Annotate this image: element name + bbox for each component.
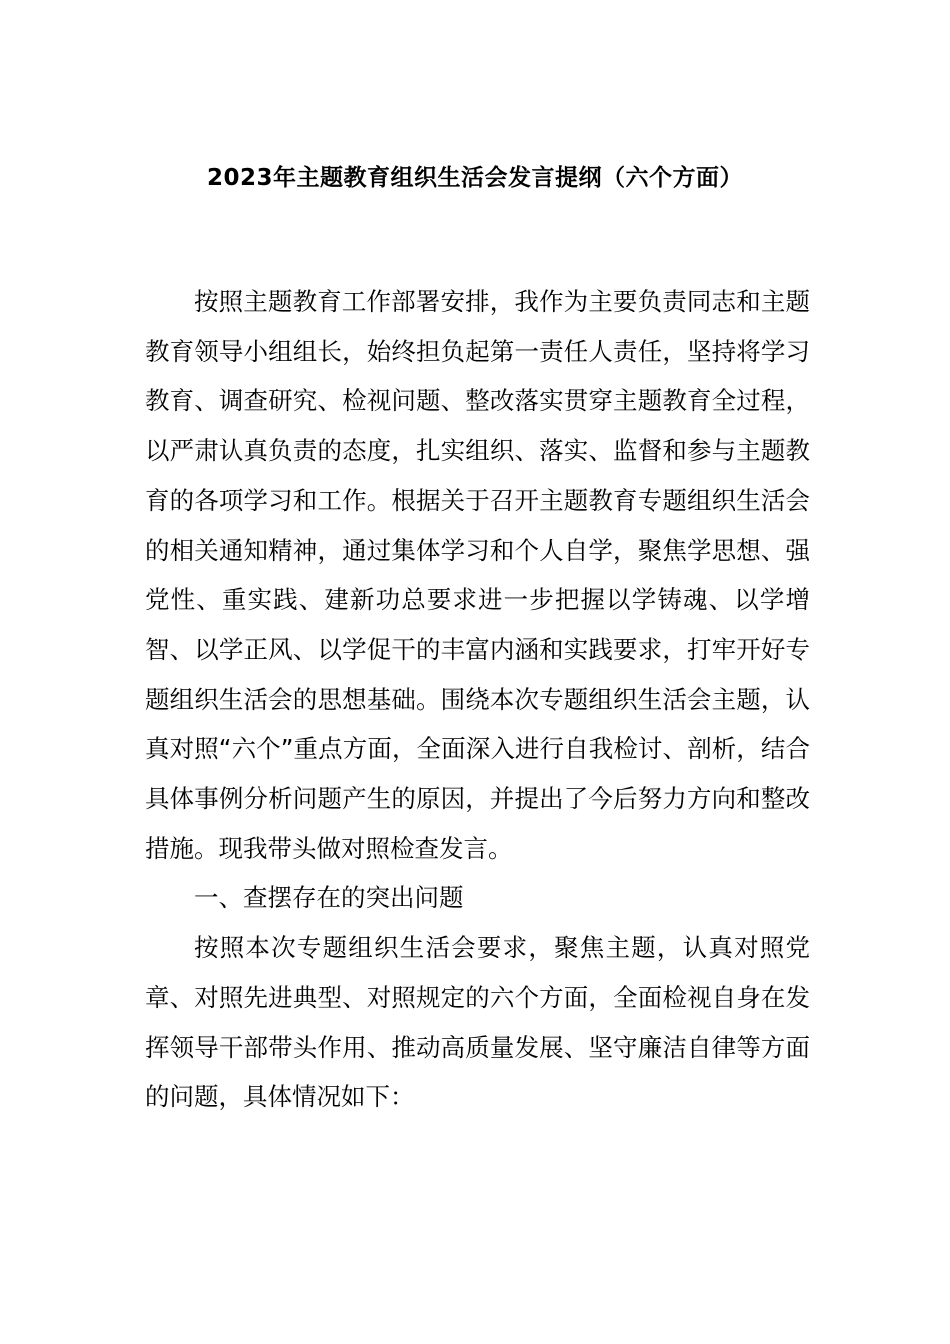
section-heading: 一、查摆存在的突出问题 <box>194 883 464 913</box>
intro-paragraph: 按照主题教育工作部署安排，我作为主要负责同志和主题教育领导小组组长，始终担负起第一责任人责任，坚持将学习教育、调查研究、检视问题、整改落实贯穿主题教育全过程，以严肃认真负责的态度，扎实组织、落实、监督和参与主题教育的各项学习和工作。根据关于召开主题教育专题组织生活会的相关通知精神，通过集体学习和个人自学，聚焦学思想、强党性、重实践、建新功总要求进一步把握以学铸魂、以学增智、以学正风、以学促干的丰富内涵和实践要求，打牢开好专题组织生活会的思想基础。围绕本次专题组织生活会主题，认真对照“六个”重点方面，全面深入进行自我检讨、剖析，结合具体事例分析问题产生的原因，并提出了今后努力方向和整改措施。现我带头做对照检查发言。 <box>145 287 810 863</box>
document-body <box>145 277 810 1122</box>
document-title: 2023年主题教育组织生活会发言提纲（六个方面） <box>206 165 743 191</box>
section-paragraph: 按照本次专题组织生活会要求，聚焦主题，认真对照党章、对照先进典型、对照规定的六个方面，全面检视自身在发挥领导干部带头作用、推动高质量发展、坚守廉洁自律等方面的问题，具体情况如下： <box>145 933 810 1112</box>
